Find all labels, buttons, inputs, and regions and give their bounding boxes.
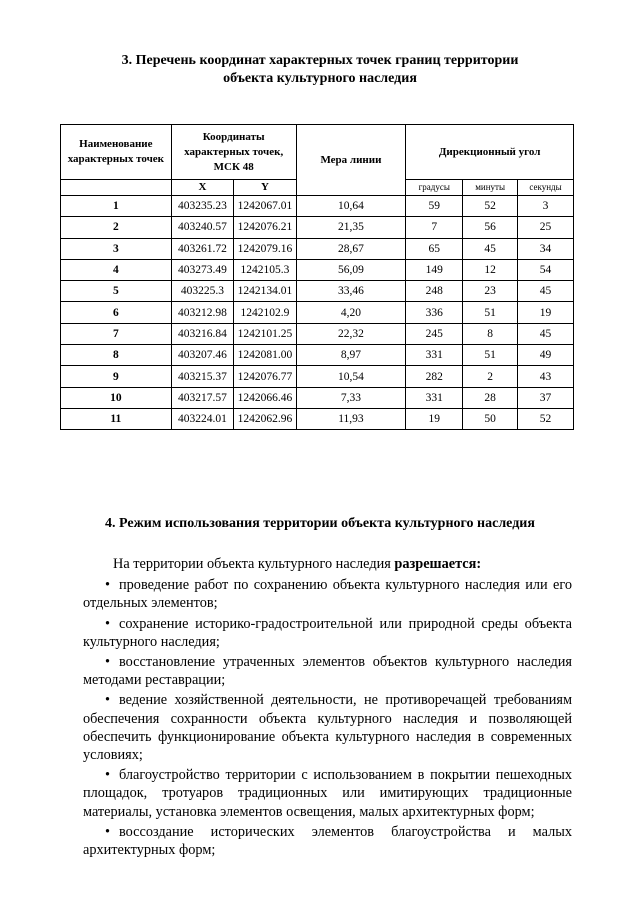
coord-x: 403235.23 [171, 196, 233, 217]
angle-minutes: 52 [463, 196, 518, 217]
coord-y: 1242076.21 [234, 217, 296, 238]
section-3-title-line1: 3. Перечень координат характерных точек границ территории [121, 53, 519, 68]
list-item [83, 653, 572, 689]
bullet-icon: • [105, 823, 111, 840]
coord-x: 403261.72 [171, 238, 233, 259]
line-length: 22,32 [296, 323, 406, 344]
angle-seconds: 37 [518, 387, 574, 408]
line-length: 11,93 [296, 408, 406, 429]
angle-minutes: 50 [463, 408, 518, 429]
table-row [61, 408, 574, 429]
list-item-text: ведение хозяйственной деятельности, не противоречащей требованиям обеспечения сохранности объекта культурного наследия и позволяющей обеспечить функционирование объекта культурного наследия в современных условиях; [83, 692, 572, 764]
coord-y: 1242079.16 [234, 238, 296, 259]
section-4-body [83, 555, 572, 861]
header-seconds: секунды [518, 180, 574, 196]
header-blank [61, 180, 172, 196]
bullet-icon: • [105, 692, 111, 709]
angle-minutes: 51 [463, 302, 518, 323]
coord-x: 403273.49 [171, 259, 233, 280]
angle-degrees: 282 [406, 366, 463, 387]
coord-y: 1242134.01 [234, 281, 296, 302]
coord-x: 403240.57 [171, 217, 233, 238]
coord-y: 1242076.77 [234, 366, 296, 387]
bullet-icon: • [105, 577, 111, 594]
coord-y: 1242081.00 [234, 345, 296, 366]
point-number: 7 [61, 323, 172, 344]
header-point-name: Наименование характерных точек [61, 125, 172, 180]
point-number: 9 [61, 366, 172, 387]
angle-minutes: 12 [463, 259, 518, 280]
header-minutes: минуты [463, 180, 518, 196]
coord-x: 403225.3 [171, 281, 233, 302]
angle-degrees: 248 [406, 281, 463, 302]
table-row [61, 196, 574, 217]
point-number: 6 [61, 302, 172, 323]
coord-x: 403217.57 [171, 387, 233, 408]
table-body [61, 196, 574, 430]
list-item-text: восстановление утраченных элементов объектов культурного наследия методами реставрации; [83, 654, 572, 689]
section-3-title-line2: объекта культурного наследия [223, 71, 417, 86]
line-length: 10,64 [296, 196, 406, 217]
angle-degrees: 65 [406, 238, 463, 259]
bullet-icon: • [105, 767, 111, 784]
angle-degrees: 149 [406, 259, 463, 280]
angle-seconds: 25 [518, 217, 574, 238]
line-length: 7,33 [296, 387, 406, 408]
header-coordinates: Координаты характерных точек, МСК 48 [171, 125, 296, 180]
header-x: X [171, 180, 233, 196]
coord-y: 1242101.25 [234, 323, 296, 344]
header-degrees: градусы [406, 180, 463, 196]
angle-degrees: 336 [406, 302, 463, 323]
permitted-list [83, 576, 572, 859]
table-row [61, 302, 574, 323]
line-length: 28,67 [296, 238, 406, 259]
section-4-title: 4. Режим использования территории объекта культурного наследия [105, 516, 535, 531]
intro-paragraph [83, 555, 572, 573]
coord-y: 1242102.9 [234, 302, 296, 323]
list-item-text: сохранение историко-градостроительной или природной среды объекта культурного наследия; [83, 615, 572, 650]
line-length: 8,97 [296, 345, 406, 366]
point-number: 4 [61, 259, 172, 280]
list-item [83, 691, 572, 764]
angle-seconds: 49 [518, 345, 574, 366]
table-row [61, 281, 574, 302]
angle-minutes: 28 [463, 387, 518, 408]
coord-y: 1242066.46 [234, 387, 296, 408]
point-number: 10 [61, 387, 172, 408]
bullet-icon: • [105, 654, 111, 671]
list-item-text: благоустройство территории с использованием в покрытии пешеходных площадок, тротуаров традиционных или имитирующих традиционные материалы, установка элементов освещения, малых архитектурных форм; [83, 767, 572, 820]
angle-degrees: 7 [406, 217, 463, 238]
angle-seconds: 52 [518, 408, 574, 429]
angle-seconds: 45 [518, 281, 574, 302]
angle-degrees: 245 [406, 323, 463, 344]
line-length: 21,35 [296, 217, 406, 238]
table-row [61, 387, 574, 408]
list-item-text: проведение работ по сохранению объекта культурного наследия или его отдельных элементов; [83, 577, 572, 612]
intro-bold: разрешается: [394, 556, 482, 572]
angle-minutes: 56 [463, 217, 518, 238]
header-y: Y [234, 180, 296, 196]
angle-degrees: 331 [406, 345, 463, 366]
intro-text: На территории объекта культурного наследия [113, 556, 395, 572]
table-row [61, 345, 574, 366]
angle-degrees: 59 [406, 196, 463, 217]
angle-seconds: 3 [518, 196, 574, 217]
list-item [83, 576, 572, 612]
coord-y: 1242105.3 [234, 259, 296, 280]
angle-minutes: 51 [463, 345, 518, 366]
angle-seconds: 43 [518, 366, 574, 387]
coord-y: 1242062.96 [234, 408, 296, 429]
coord-x: 403212.98 [171, 302, 233, 323]
list-item [83, 766, 572, 821]
point-number: 3 [61, 238, 172, 259]
angle-minutes: 23 [463, 281, 518, 302]
coord-x: 403207.46 [171, 345, 233, 366]
angle-minutes: 45 [463, 238, 518, 259]
line-length: 10,54 [296, 366, 406, 387]
header-direction-angle: Дирекционный угол [406, 125, 574, 180]
list-item [83, 823, 572, 859]
line-length: 56,09 [296, 259, 406, 280]
coord-x: 403215.37 [171, 366, 233, 387]
coord-x: 403216.84 [171, 323, 233, 344]
line-length: 4,20 [296, 302, 406, 323]
angle-seconds: 45 [518, 323, 574, 344]
table-row [61, 323, 574, 344]
header-line-length: Мера линии [296, 125, 406, 196]
point-number: 11 [61, 408, 172, 429]
point-number: 5 [61, 281, 172, 302]
table-row [61, 217, 574, 238]
point-number: 8 [61, 345, 172, 366]
coordinates-table [60, 124, 574, 430]
point-number: 1 [61, 196, 172, 217]
list-item [83, 615, 572, 651]
section-3-title [0, 52, 640, 88]
angle-seconds: 19 [518, 302, 574, 323]
angle-minutes: 2 [463, 366, 518, 387]
angle-minutes: 8 [463, 323, 518, 344]
line-length: 33,46 [296, 281, 406, 302]
angle-degrees: 19 [406, 408, 463, 429]
coord-y: 1242067.01 [234, 196, 296, 217]
table-row [61, 259, 574, 280]
table-row [61, 238, 574, 259]
angle-seconds: 34 [518, 238, 574, 259]
list-item-text: воссоздание исторических элементов благоустройства и малых архитектурных форм; [83, 823, 572, 859]
coord-x: 403224.01 [171, 408, 233, 429]
bullet-icon: • [105, 615, 111, 632]
angle-seconds: 54 [518, 259, 574, 280]
table-row [61, 366, 574, 387]
angle-degrees: 331 [406, 387, 463, 408]
point-number: 2 [61, 217, 172, 238]
